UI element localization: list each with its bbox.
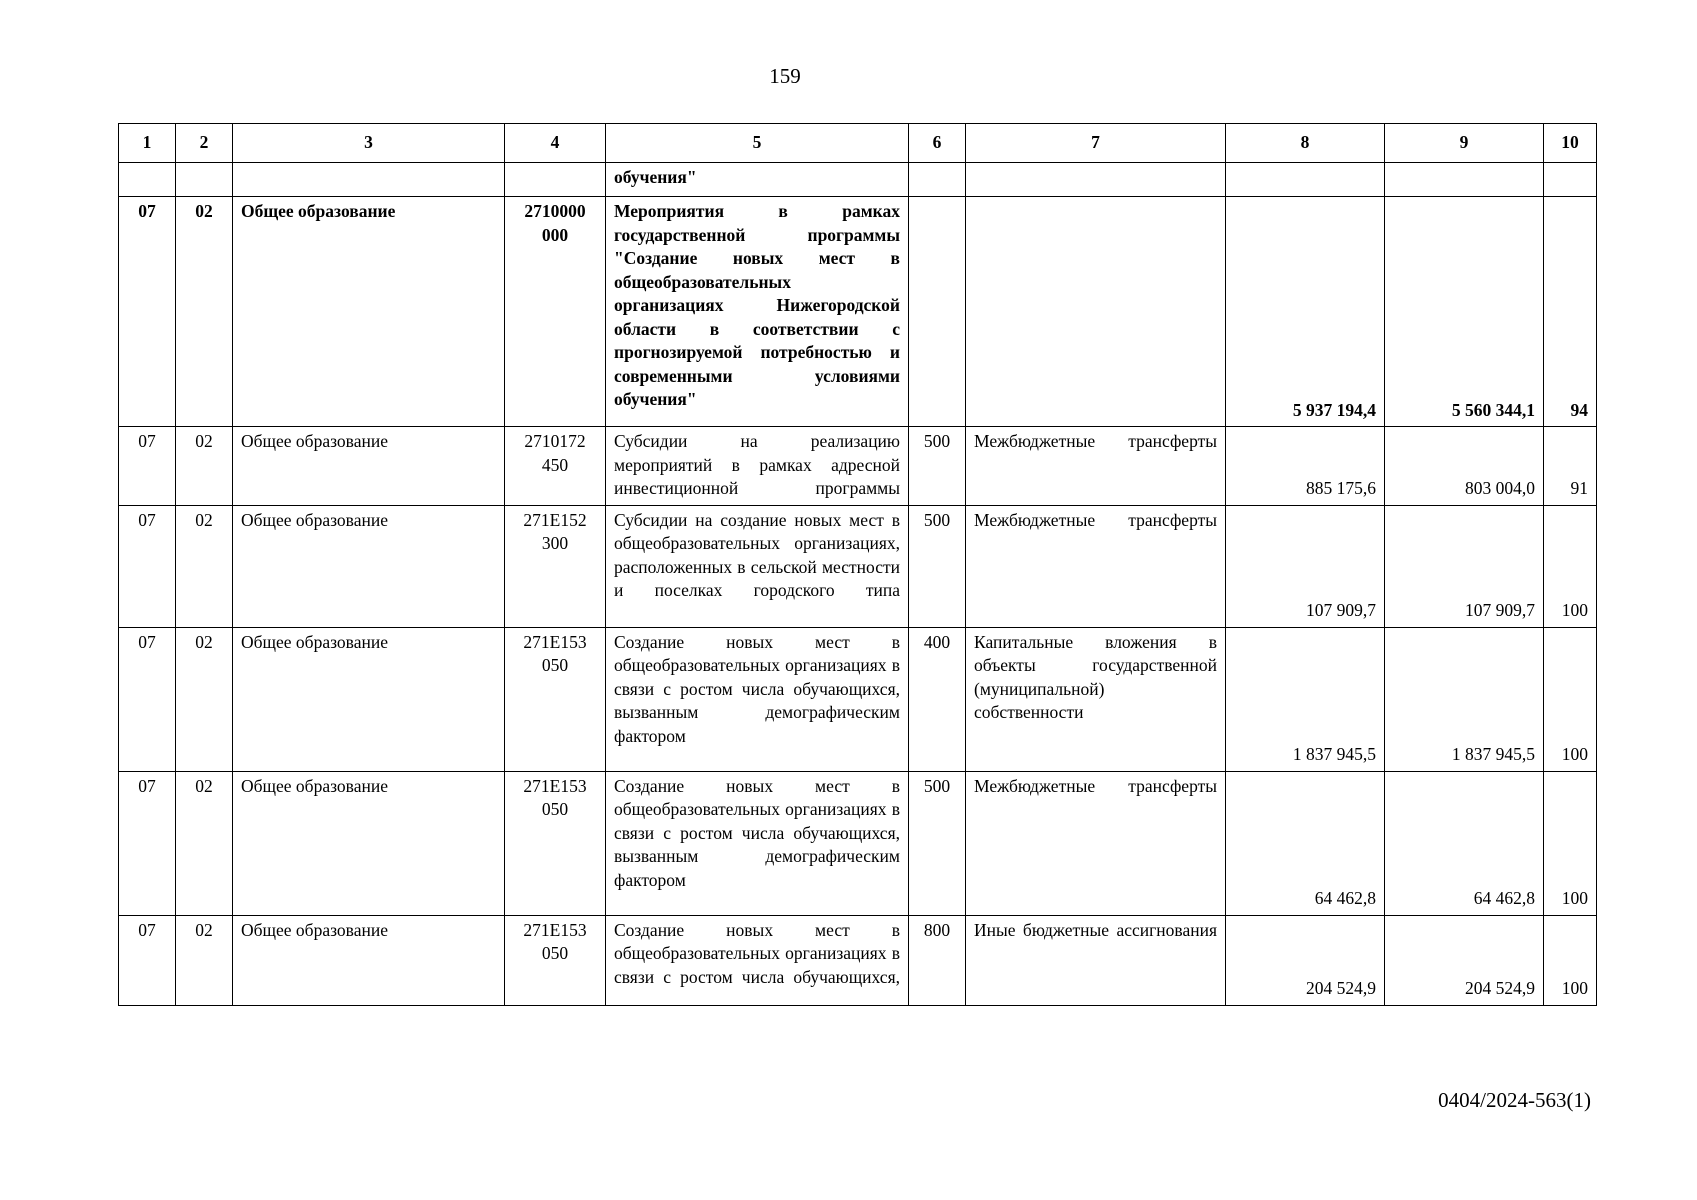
subsection-code-cell (176, 163, 233, 197)
header-cell: 4 (505, 124, 606, 163)
expense-type-cell: 500 (909, 427, 966, 506)
executed-amount-cell: 64 462,8 (1385, 771, 1544, 915)
target-article-cell: 271E153 050 (505, 915, 606, 1005)
section-name-cell (233, 163, 505, 197)
target-article-cell: 2710000 000 (505, 197, 606, 427)
table-row (119, 627, 1597, 771)
subsection-code-cell: 02 (176, 771, 233, 915)
expense-type-cell: 500 (909, 505, 966, 627)
expense-type-cell (909, 197, 966, 427)
subsection-code-cell: 02 (176, 427, 233, 506)
target-article-cell: 271E153 050 (505, 627, 606, 771)
percent-cell: 91 (1544, 427, 1597, 506)
percent-cell (1544, 163, 1597, 197)
header-cell: 2 (176, 124, 233, 163)
percent-cell: 100 (1544, 505, 1597, 627)
section-code-cell: 07 (119, 915, 176, 1005)
approved-amount-cell: 5 937 194,4 (1226, 197, 1385, 427)
table-header-row (119, 124, 1597, 163)
approved-amount-cell: 64 462,8 (1226, 771, 1385, 915)
section-code-cell: 07 (119, 505, 176, 627)
table-row (119, 197, 1597, 427)
header-cell: 1 (119, 124, 176, 163)
percent-cell: 100 (1544, 627, 1597, 771)
subsection-code-cell: 02 (176, 505, 233, 627)
percent-cell: 100 (1544, 771, 1597, 915)
section-code-cell: 07 (119, 627, 176, 771)
header-cell: 5 (606, 124, 909, 163)
percent-cell: 94 (1544, 197, 1597, 427)
target-article-name-cell: Мероприятия в рамках государственной программы "Создание новых мест в общеобразовательных организациях Нижегородской области в соответствии с прогнозируемой потребностью и современными условиями обучения" (606, 197, 909, 427)
subsection-code-cell: 02 (176, 627, 233, 771)
expense-type-name-cell: Капитальные вложения в объекты государственной (муниципальной) собственности (966, 627, 1226, 771)
approved-amount-cell: 885 175,6 (1226, 427, 1385, 506)
expense-type-name-cell (966, 197, 1226, 427)
expense-type-name-cell: Иные бюджетные ассигнования (966, 915, 1226, 1005)
section-code-cell: 07 (119, 771, 176, 915)
target-article-cell: 271E153 050 (505, 771, 606, 915)
expense-type-name-cell (966, 163, 1226, 197)
target-article-cell (505, 163, 606, 197)
executed-amount-cell (1385, 163, 1544, 197)
header-cell: 6 (909, 124, 966, 163)
target-article-name-cell: Создание новых мест в общеобразовательных организациях в связи с ростом числа обучающихся, вызванным демографическим фактором (606, 627, 909, 771)
table-row (119, 427, 1597, 506)
header-cell: 9 (1385, 124, 1544, 163)
section-name-cell: Общее образование (233, 197, 505, 427)
approved-amount-cell: 1 837 945,5 (1226, 627, 1385, 771)
expense-type-cell: 500 (909, 771, 966, 915)
executed-amount-cell: 803 004,0 (1385, 427, 1544, 506)
target-article-cell: 271E152 300 (505, 505, 606, 627)
table-row (119, 505, 1597, 627)
table-row (119, 915, 1597, 1005)
target-article-name-cell: Создание новых мест в общеобразовательных организациях в связи с ростом числа обучающихся, вызванным демографическим фактором (606, 771, 909, 915)
section-code-cell: 07 (119, 197, 176, 427)
executed-amount-cell: 5 560 344,1 (1385, 197, 1544, 427)
expense-type-cell: 400 (909, 627, 966, 771)
approved-amount-cell: 204 524,9 (1226, 915, 1385, 1005)
section-name-cell: Общее образование (233, 427, 505, 506)
target-article-name-cell: Субсидии на создание новых мест в общеобразовательных организациях, расположенных в сельской местности и поселках городского типа (606, 505, 909, 627)
approved-amount-cell (1226, 163, 1385, 197)
section-name-cell: Общее образование (233, 627, 505, 771)
subsection-code-cell: 02 (176, 197, 233, 427)
executed-amount-cell: 204 524,9 (1385, 915, 1544, 1005)
section-code-cell (119, 163, 176, 197)
header-cell: 3 (233, 124, 505, 163)
expense-type-cell (909, 163, 966, 197)
section-name-cell: Общее образование (233, 771, 505, 915)
section-code-cell: 07 (119, 427, 176, 506)
section-name-cell: Общее образование (233, 915, 505, 1005)
header-cell: 10 (1544, 124, 1597, 163)
subsection-code-cell: 02 (176, 915, 233, 1005)
percent-cell: 100 (1544, 915, 1597, 1005)
header-cell: 8 (1226, 124, 1385, 163)
document-code: 0404/2024-563(1) (1438, 1088, 1591, 1112)
executed-amount-cell: 107 909,7 (1385, 505, 1544, 627)
table-row (119, 163, 1597, 197)
approved-amount-cell: 107 909,7 (1226, 505, 1385, 627)
page-number: 159 (769, 64, 801, 88)
expense-type-name-cell: Межбюджетные трансферты (966, 771, 1226, 915)
header-cell: 7 (966, 124, 1226, 163)
budget-table (118, 123, 1597, 1006)
expense-type-name-cell: Межбюджетные трансферты (966, 505, 1226, 627)
table-body (119, 163, 1597, 1006)
executed-amount-cell: 1 837 945,5 (1385, 627, 1544, 771)
table-row (119, 771, 1597, 915)
expense-type-name-cell: Межбюджетные трансферты (966, 427, 1226, 506)
target-article-name-cell: Создание новых мест в общеобразовательных организациях в связи с ростом числа обучающихся, (606, 915, 909, 1005)
target-article-name-cell: Субсидии на реализацию мероприятий в рамках адресной инвестиционной программы (606, 427, 909, 506)
section-name-cell: Общее образование (233, 505, 505, 627)
target-article-cell: 2710172 450 (505, 427, 606, 506)
expense-type-cell: 800 (909, 915, 966, 1005)
target-article-name-cell: обучения" (606, 163, 909, 197)
